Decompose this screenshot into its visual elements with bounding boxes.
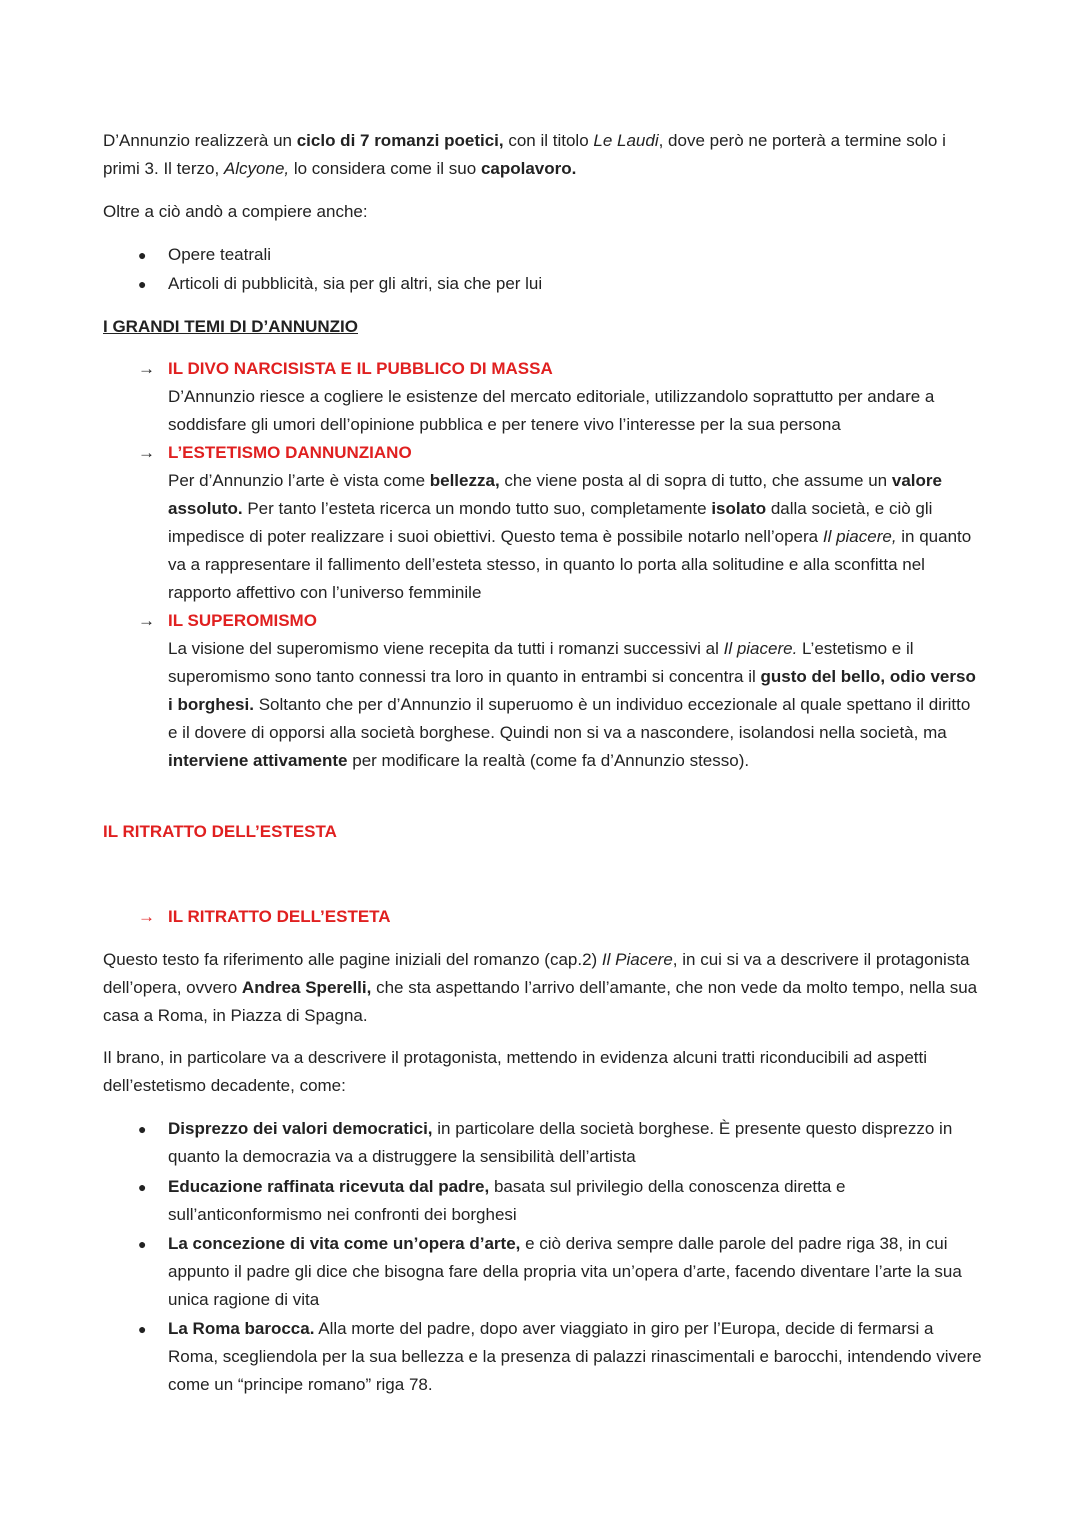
text-span: con il titolo bbox=[503, 131, 594, 150]
bold-span: interviene attivamente bbox=[168, 751, 348, 770]
bold-span: Educazione raffinata ricevuta dal padre, bbox=[168, 1177, 490, 1196]
list-item bbox=[168, 1173, 983, 1229]
text-span: che sta aspettando l’arrivo dell’amante, che non vede da molto tempo, nella sua casa a Roma, in Piazza di Spagna. bbox=[103, 978, 978, 1025]
bold-span: ciclo di 7 romanzi poetici, bbox=[296, 131, 504, 150]
brano-paragraph: Il brano, in particolare va a descrivere il protagonista, mettendo in evidenza alcuni tratti riconducibili ad aspetti dell’estetismo decadente, come: bbox=[103, 1048, 928, 1095]
text-span: , dove però ne porterà a termine solo i primi 3. Il terzo, bbox=[103, 131, 946, 178]
italic-span: Le Laudi bbox=[593, 131, 659, 150]
bullet-icon: ● bbox=[138, 1236, 147, 1252]
italic-span: Il Piacere bbox=[601, 950, 673, 969]
bold-span: isolato bbox=[711, 499, 767, 518]
text-span: L’estetismo e il superomismo sono tanto connessi tra loro in quanto in entrambi si concentra il bbox=[168, 639, 914, 686]
list-item bbox=[168, 1315, 983, 1399]
text-span: Per d’Annunzio l’arte è vista come bbox=[168, 471, 430, 490]
tema-title: L’ESTETISMO DANNUNZIANO bbox=[168, 443, 412, 462]
bold-span: La Roma barocca. bbox=[168, 1319, 315, 1338]
text-span: La visione del superomismo viene recepita da tutti i romanzi successivi al bbox=[168, 639, 724, 658]
bold-span: capolavoro. bbox=[480, 159, 577, 178]
bold-span: Disprezzo dei valori democratici, bbox=[168, 1119, 433, 1138]
section-heading-ritratto: IL RITRATTO DELL’ESTESTA bbox=[103, 822, 337, 841]
text-span: Alla morte del padre, dopo aver viaggiato in giro per l’Europa, decide di fermarsi a Roma, scegliendola per la sua bellezza e la presenza di palazzi rinascimentali e barocchi, intendendo vivere come un “principe romano” riga 78. bbox=[168, 1319, 982, 1394]
bullet-icon: ● bbox=[138, 247, 147, 263]
tema-text bbox=[168, 635, 983, 775]
bold-span: bellezza, bbox=[429, 471, 500, 490]
arrow-icon: → bbox=[138, 907, 155, 926]
oltre-paragraph: Oltre a ciò andò a compiere anche: bbox=[103, 202, 368, 221]
text-span: dalla società, e ciò gli impedisce di poter realizzare i suoi obiettivi. Questo tema è possibile notarlo nell’opera bbox=[168, 499, 933, 546]
italic-span: Alcyone, bbox=[223, 159, 290, 178]
text-span: basata sul privilegio della conoscenza diretta e sull’anticonformismo nei confronti dei borghesi bbox=[168, 1177, 846, 1224]
arrow-icon: → bbox=[138, 359, 155, 378]
bullet-icon: ● bbox=[138, 1321, 147, 1337]
arrow-icon: → bbox=[138, 611, 155, 630]
text-span: Soltanto che per d’Annunzio il superuomo è un individuo eccezionale al quale spettano il diritto e il dovere di opporsi alla società borghese. Quindi non si va a nascondere, isolandosi nella società, ma bbox=[168, 695, 971, 742]
section-heading-temi: I GRANDI TEMI DI D’ANNUNZIO bbox=[103, 317, 358, 336]
bullet-icon: ● bbox=[138, 276, 147, 292]
italic-span: Il piacere, bbox=[822, 527, 897, 546]
text-span: D’Annunzio realizzerà un bbox=[103, 131, 297, 150]
intro-paragraph bbox=[103, 127, 983, 183]
list-item bbox=[168, 1230, 983, 1314]
text-span: Questo testo fa riferimento alle pagine iniziali del romanzo (cap.2) bbox=[103, 950, 602, 969]
text-span: , in cui si va a descrivere il protagonista dell’opera, ovvero bbox=[103, 950, 970, 997]
text-span: lo considera come il suo bbox=[289, 159, 481, 178]
tema-title: IL SUPEROMISMO bbox=[168, 611, 317, 630]
bullet-icon: ● bbox=[138, 1121, 147, 1137]
bold-span: Andrea Sperelli, bbox=[241, 978, 372, 997]
ritratto-paragraph bbox=[103, 946, 983, 1030]
arrow-icon: → bbox=[138, 443, 155, 462]
text-span: e ciò deriva sempre dalle parole del padre riga 38, in cui appunto il padre gli dice che bisogna fare della propria vita un’opera d’arte, facendo diventare l’arte la sua unica ragione di vita bbox=[168, 1234, 962, 1309]
text-span: che viene posta al di sopra di tutto, che assume un bbox=[499, 471, 892, 490]
text-span: per modificare la realtà (come fa d’Annunzio stesso). bbox=[347, 751, 750, 770]
list-item: Articoli di pubblicità, sia per gli altri, sia che per lui bbox=[168, 274, 543, 293]
list-item: Opere teatrali bbox=[168, 245, 271, 264]
bold-span: La concezione di vita come un’opera d’arte, bbox=[168, 1234, 521, 1253]
list-item bbox=[168, 1115, 983, 1171]
subsection-title: IL RITRATTO DELL’ESTETA bbox=[168, 907, 391, 926]
italic-span: Il piacere. bbox=[723, 639, 798, 658]
tema-text: D’Annunzio riesce a cogliere le esistenze del mercato editoriale, utilizzandolo soprattutto per andare a soddisfare gli umori dell’opinione pubblica e per tenere vivo l’interesse per la sua persona bbox=[168, 387, 935, 434]
bold-span: gusto del bello, odio verso i borghesi. bbox=[168, 667, 976, 714]
tema-title: IL DIVO NARCISISTA E IL PUBBLICO DI MASSA bbox=[168, 359, 553, 378]
bold-span: valore assoluto. bbox=[168, 471, 942, 518]
tema-text bbox=[168, 467, 983, 607]
text-span: in quanto va a rappresentare il fallimento dell’esteta stesso, in quanto lo porta alla solitudine e alla sconfitta nel rapporto affettivo con l’universo femminile bbox=[168, 527, 972, 602]
bullet-icon: ● bbox=[138, 1179, 147, 1195]
text-span: in particolare della società borghese. È presente questo disprezzo in quanto la democrazia va a distruggere la sensibilità dell’artista bbox=[168, 1119, 953, 1166]
text-span: Per tanto l’esteta ricerca un mondo tutto suo, completamente bbox=[242, 499, 712, 518]
